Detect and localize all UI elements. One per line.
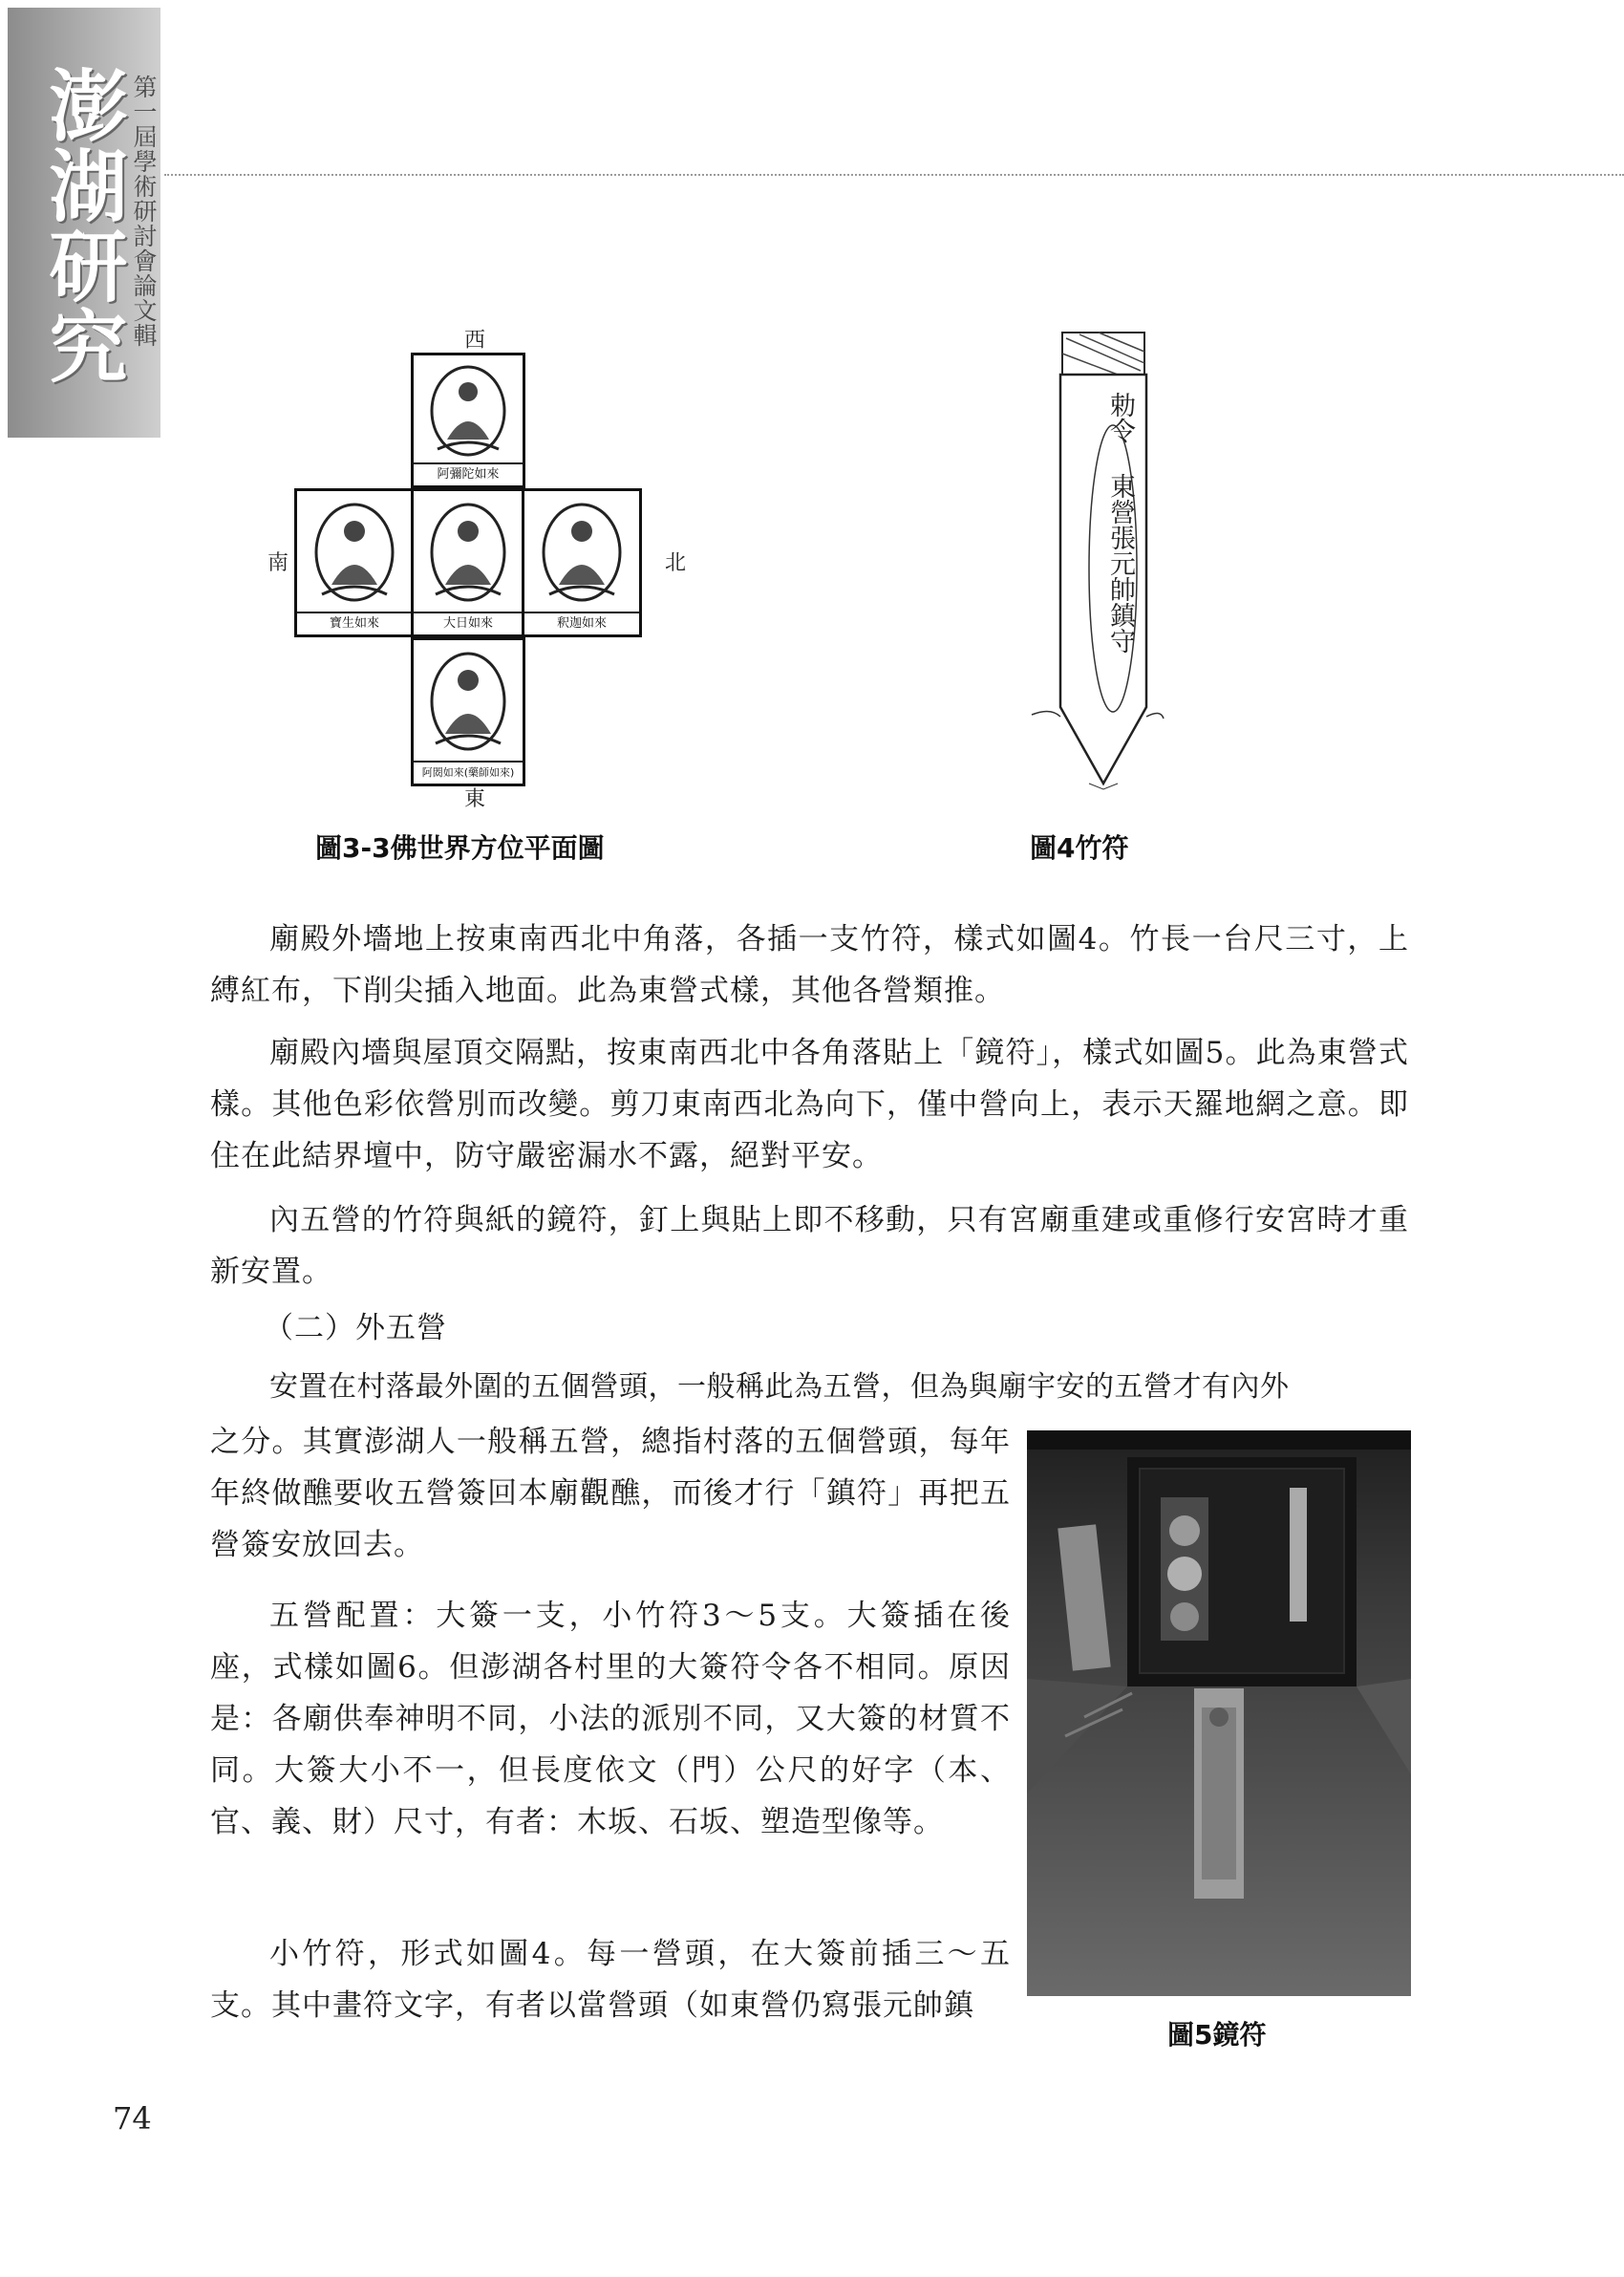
header-divider <box>164 174 1624 176</box>
buddha-center-label: 大日如來 <box>414 612 523 634</box>
paragraph-outer-camps-line1: 安置在村落最外圍的五個營頭，一般稱此為五營，但為與廟宇安的五營才有內外 <box>269 1370 1290 1404</box>
figure5-caption: 圖5鏡符 <box>1167 2019 1267 2051</box>
figure3-caption: 圖3-3佛世界方位平面圖 <box>315 832 605 864</box>
direction-north-label: 北 <box>665 551 687 575</box>
buddha-panel-north <box>522 488 642 637</box>
talisman-inscription: 勅令 東營張元帥鎮守 <box>1105 392 1135 654</box>
buddha-south-icon <box>297 491 412 610</box>
figure-buddha-orientation <box>267 320 687 817</box>
buddha-panel-south <box>294 488 415 637</box>
journal-title: 澎湖研究 <box>36 65 128 386</box>
mirror-talisman-scene <box>1027 1430 1411 1996</box>
direction-east-label: 東 <box>464 787 486 811</box>
buddha-center-icon <box>414 491 523 610</box>
direction-west-label: 西 <box>464 329 486 353</box>
photo-alt-label <box>1027 1430 1028 1431</box>
figure4-caption: 圖4竹符 <box>1030 832 1129 864</box>
section-heading-outer-five-camps: （二）外五營 <box>264 1311 447 1345</box>
buddha-panel-west <box>411 353 525 488</box>
page-number: 74 <box>113 2100 152 2137</box>
conference-title: 第一屆學術研討會論文輯 <box>130 75 158 348</box>
paragraph-bamboo-placement: 廟殿外墻地上按東南西北中角落，各插一支竹符，樣式如圖4。竹長一台尺三寸，上縛紅布，下削尖插入地面。此為東營式樣，其他各營類推。 <box>210 922 1409 1008</box>
buddha-east-label: 阿閦如來(藥師如來) <box>414 761 523 784</box>
buddha-panel-east <box>411 637 525 786</box>
buddha-panel-center <box>411 488 525 637</box>
paragraph-camp-configuration: 五營配置：大簽一支，小竹符3～5支。大簽插在後座，式樣如圖6。但澎湖各村里的大簽符令各不相同。原因是：各廟供奉神明不同，小法的派別不同，又大簽的材質不同。大簽大小不一，但長度依文（門）公尺的好字（本、官、義、財）尺寸，有者：木坂、石坂、塑造型像等。 <box>210 1599 1011 1839</box>
direction-south-label: 南 <box>267 551 289 575</box>
mirror-talisman-photo <box>1027 1430 1411 1996</box>
buddha-south-label: 寶生如來 <box>297 612 412 634</box>
buddha-west-icon <box>414 355 523 461</box>
buddha-east-icon <box>414 640 523 759</box>
buddha-north-label: 釈迦如來 <box>524 612 639 634</box>
buddha-west-label: 阿彌陀如來 <box>414 462 523 485</box>
paragraph-mirror-talisman: 廟殿內墻與屋頂交隔點，按東南西北中各角落貼上「鏡符」，樣式如圖5。此為東營式樣。其他色彩依營別而改變。剪刀東南西北為向下，僅中營向上，表示天羅地網之意。即住在此結界壇中，防守嚴密漏水不露，絕對平安。 <box>210 1036 1409 1173</box>
paragraph-inner-five-camps: 內五營的竹符與紙的鏡符，釘上與貼上即不移動，只有宮廟重建或重修行安宮時才重新安置。 <box>210 1203 1409 1289</box>
buddha-north-icon <box>524 491 639 610</box>
paragraph-outer-camps-rest: 之分。其實澎湖人一般稱五營，總指村落的五個營頭，每年年終做醮要收五營簽回本廟觀醮，而後才行「鎮符」再把五營簽安放回去。 <box>210 1425 1011 1562</box>
figure-bamboo-talisman <box>1022 325 1165 793</box>
paragraph-small-bamboo-talisman: 小竹符，形式如圖4。每一營頭，在大簽前插三～五支。其中畫符文字，有者以當營頭（如東營仍寫張元帥鎮 <box>210 1937 1011 2023</box>
